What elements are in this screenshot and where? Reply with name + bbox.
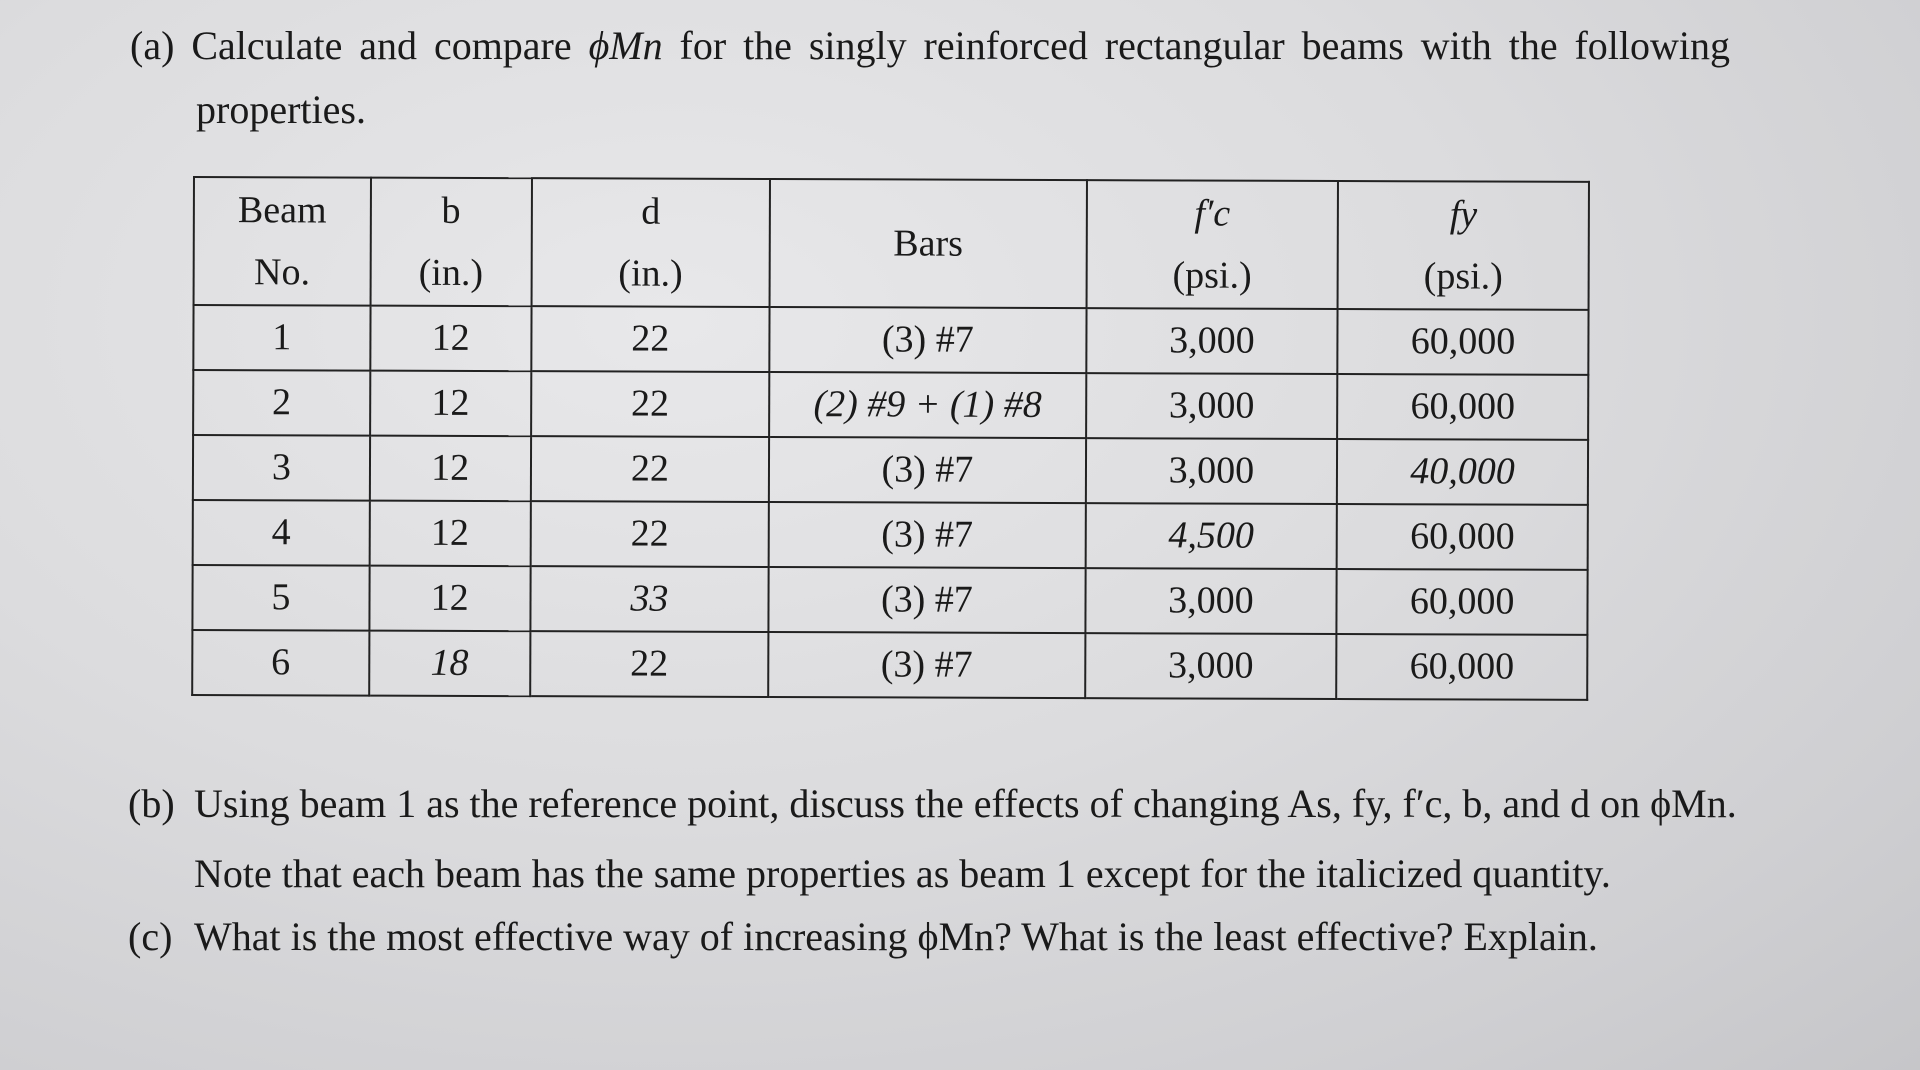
table-row [193,370,1588,440]
table-row [193,305,1588,375]
header-fy: fy (psi.) [1338,181,1589,310]
part-a-line-1 [130,22,1730,70]
cell-bars: (2) #9 + (1) #8 [769,372,1086,438]
cell-fc: 3,000 [1086,373,1338,439]
cell-fy: 40,000 [1337,439,1588,505]
beam-properties-table [191,176,1590,701]
part-a-line-2: properties. [196,87,366,132]
cell-beam: 4 [193,500,370,566]
cell-beam: 6 [192,630,369,696]
cell-fc: 4,500 [1085,503,1337,569]
cell-b: 12 [370,436,531,502]
cell-d: 22 [530,501,769,567]
phi-mn-symbol: ϕMn [588,23,663,68]
cell-d: 22 [530,631,769,697]
cell-beam: 1 [193,305,370,371]
header-beam-no: Beam No. [194,177,371,306]
cell-fc: 3,000 [1086,438,1338,504]
cell-fc: 3,000 [1086,308,1338,374]
cell-bars: (3) #7 [769,437,1086,503]
table-row [192,565,1587,635]
cell-b: 12 [370,371,531,437]
cell-bars: (3) #7 [770,307,1087,373]
cell-b: 12 [370,306,531,372]
cell-d: 22 [531,371,770,437]
cell-b: 12 [369,566,530,632]
part-a-text-pre: Calculate and compare [191,23,572,68]
cell-fy: 60,000 [1337,374,1588,440]
table-header-row [194,177,1589,310]
cell-d: 33 [530,566,769,632]
part-b-label: (b) [128,781,175,826]
part-b-line-2: Note that each beam has the same properties as beam 1 except for the italicized quantity. [194,851,1611,896]
cell-b: 12 [369,501,530,567]
part-c-line [128,913,1598,961]
table-row [193,500,1588,570]
cell-fy: 60,000 [1337,569,1588,635]
table-row [193,435,1588,505]
header-d: d (in.) [531,178,770,307]
cell-b: 18 [369,631,530,697]
cell-beam: 2 [193,370,370,436]
part-c-text: What is the most effective way of increasing ϕMn? What is the least effective? Explain. [194,914,1598,959]
cell-fy: 60,000 [1337,504,1588,570]
cell-fc: 3,000 [1085,568,1337,634]
table-row [192,630,1587,700]
cell-d: 22 [530,436,769,502]
cell-bars: (3) #7 [769,502,1086,568]
cell-fy: 60,000 [1336,634,1587,700]
part-b-line-1 [128,780,1737,828]
cell-bars: (3) #7 [769,567,1086,633]
header-b: b (in.) [370,178,531,307]
part-a-label: (a) [130,23,175,68]
part-c-label: (c) [128,914,173,959]
cell-bars: (3) #7 [768,632,1085,698]
cell-fy: 60,000 [1338,309,1589,375]
part-b-text: Using beam 1 as the reference point, discuss the effects of changing As, fy, f′c, b, and d on ϕMn. [194,781,1737,826]
cell-beam: 5 [192,565,369,631]
cell-beam: 3 [193,435,370,501]
header-bars: Bars [770,179,1087,308]
cell-fc: 3,000 [1085,633,1337,699]
header-fc: f′c (psi.) [1086,180,1338,309]
cell-d: 22 [531,306,770,372]
part-a-text-post: for the singly reinforced rectangular beams with the following [679,23,1731,68]
